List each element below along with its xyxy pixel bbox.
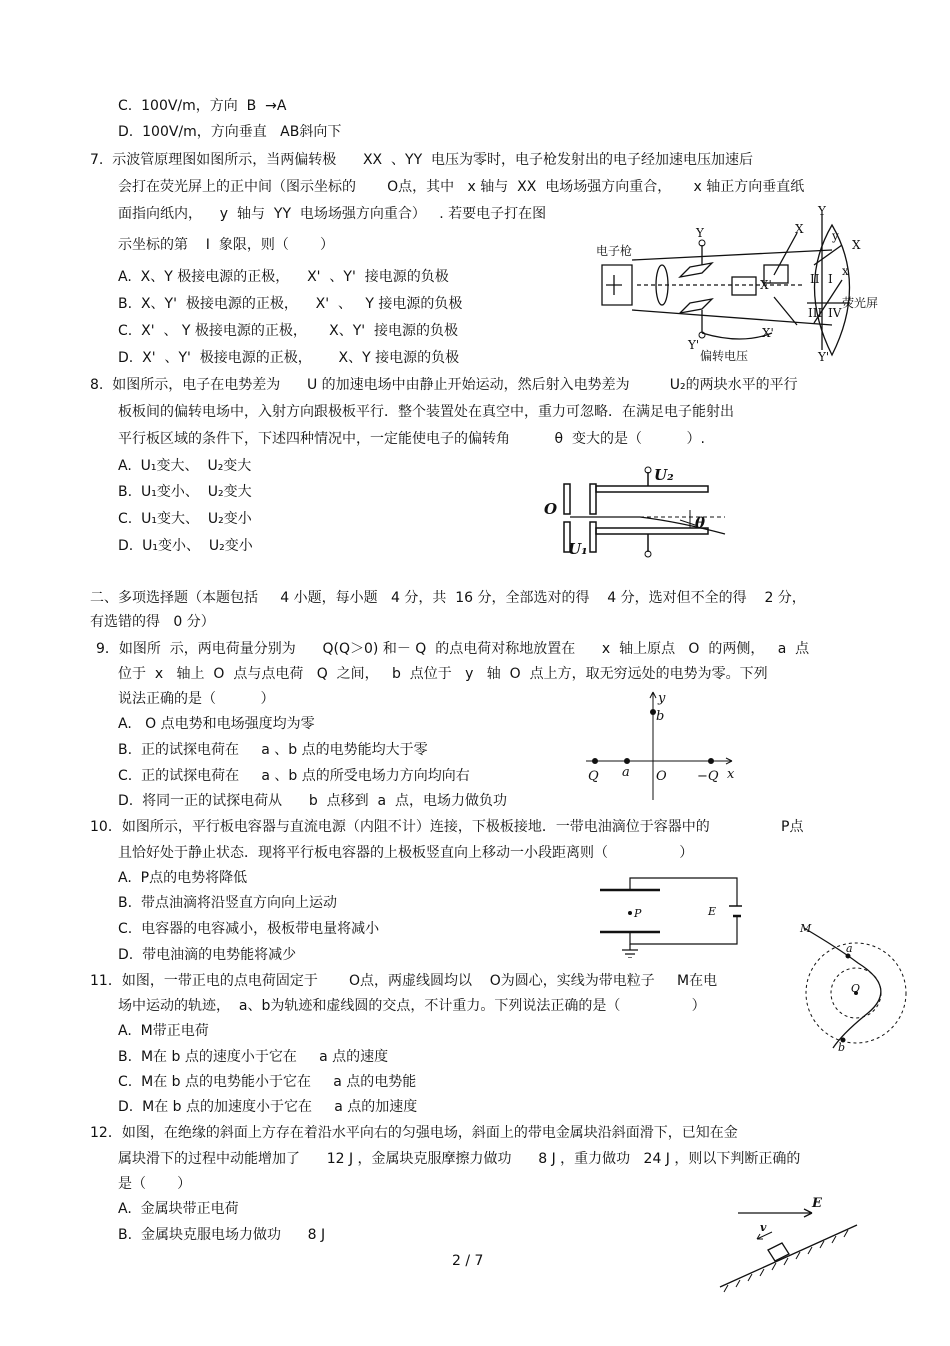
m-label: M bbox=[800, 922, 812, 935]
x-axis-label: x bbox=[727, 767, 735, 782]
u2-label: U₂ bbox=[654, 466, 674, 484]
text-line-l31: C. 电容器的电容减小，极板带电量将减小 bbox=[118, 921, 380, 937]
text-line-l29: A. P点的电势将降低 bbox=[118, 870, 248, 886]
q-label: Q bbox=[588, 769, 599, 784]
a-label: a bbox=[622, 765, 630, 780]
u1-label: U₁ bbox=[568, 540, 588, 558]
text-line-l05: 面指向纸内， y 轴与 YY 电场场强方向重合） . 若要电子打在图 bbox=[118, 206, 547, 222]
text-line-l24: B. 正的试探电荷在 a 、b 点的电势能均大于零 bbox=[118, 742, 428, 758]
text-line-l08: B. X、Y' 极接电源的正极， X' 、 Y 接电源的负极 bbox=[118, 296, 463, 312]
text-line-l04: 会打在荧光屏上的正中间（图示坐标的 O点，其中 x 轴与 XX 电场场强方向重合， x 轴正方向垂直纸 bbox=[118, 179, 805, 195]
text-line-l36: B. M在 b 点的速度小于它在 a 点的速度 bbox=[118, 1049, 389, 1065]
text-line-l26: D. 将同一正的试探电荷从 b 点移到 a 点，电场力做负功 bbox=[118, 793, 507, 809]
text-line-l11: 8. 如图所示，电子在电势差为 U 的加速电场中由静止开始运动，然后射入电势差为 U₂的两块水平的平行 bbox=[90, 377, 798, 393]
text-line-l25: C. 正的试探电荷在 a 、b 点的所受电场力方向均向右 bbox=[118, 768, 470, 784]
figure-incline bbox=[712, 1195, 862, 1300]
text-line-l10: D. X' 、Y' 极接电源的正极， X、Y 接电源的负极 bbox=[118, 350, 460, 366]
figure-deflection bbox=[540, 462, 730, 562]
text-line-l16: C. U₁变大、 U₂变小 bbox=[118, 511, 252, 527]
b-label: b bbox=[838, 1041, 846, 1053]
voltage-label: 偏转电压 bbox=[700, 349, 749, 363]
figure-oscilloscope bbox=[592, 205, 882, 365]
text-line-l30: B. 带点油滴将沿竖直方向向上运动 bbox=[118, 895, 337, 911]
screen-label: 荧光屏 bbox=[842, 296, 879, 310]
axis-y-label: y bbox=[832, 229, 839, 243]
page-number: 2 / 7 bbox=[452, 1253, 484, 1269]
text-line-l38: D. M在 b 点的加速度小于它在 a 点的加速度 bbox=[118, 1099, 418, 1115]
figure-capacitor bbox=[592, 870, 742, 958]
y-axis-label: y bbox=[658, 691, 666, 706]
text-line-l37: C. M在 b 点的电势能小于它在 a 点的电势能 bbox=[118, 1074, 417, 1090]
text-line-l07: A. X、Y 极接电源的正极， X' 、Y' 接电源的负极 bbox=[118, 269, 449, 285]
text-line-l34: 场中运动的轨迹， a、b为轨迹和虚线圆的交点，不计重力。下列说法正确的是（ ） bbox=[118, 998, 706, 1014]
text-line-l12: 板板间的偏转电场中，入射方向跟极板平行．整个装置处在真空中，重力可忽略．在满足电子能射出 bbox=[118, 404, 734, 420]
text-line-l33: 11．如图，一带正电的点电荷固定于 O点，两虚线圆均以 O为圆心，实线为带电粒子 M在电 bbox=[90, 973, 718, 989]
text-line-l02: D. 100V/m，方向垂直 AB斜向下 bbox=[118, 124, 342, 140]
screen-y-label: Y bbox=[818, 205, 826, 218]
text-line-l27: 10．如图所示，平行板电容器与直流电源（内阻不计）连接，下极板接地．一带电油滴位于容器中的 P点 bbox=[90, 819, 804, 835]
text-line-l09: C. X' 、 Y 极接电源的正极， X、Y' 接电源的负极 bbox=[118, 323, 459, 339]
e-label: E bbox=[708, 905, 717, 918]
text-line-l19: 有选错的得 0 分） bbox=[90, 614, 215, 630]
text-line-l13: 平行板区域的条件下，下述四种情况中，一定能使电子的偏转角 θ 变大的是（ ）. bbox=[118, 431, 705, 447]
text-line-l20: 9．如图所 示，两电荷量分别为 Q(Q＞0) 和－ Q 的点电荷对称地放置在 x 轴上原点 O 的两侧， a 点 bbox=[96, 641, 810, 657]
text-line-l21: 位于 x 轴上 O 点与点电荷 Q 之间， b 点位于 y 轴 O 点上方，取无穷远处的电势为零。下列 bbox=[118, 666, 768, 682]
b-label: b bbox=[656, 709, 665, 724]
o-label: O bbox=[851, 982, 861, 995]
text-line-l42: A. 金属块带正电荷 bbox=[118, 1201, 239, 1217]
text-line-l18: 二、多项选择题（本题包括 4 小题，每小题 4 分，共 16 分，全部选对的得 4 分，选对但不全的得 2 分， bbox=[90, 590, 806, 606]
text-line-l03: 7. 示波管原理图如图所示，当两偏转极 XX 、YY 电压为零时，电子枪发射出的电子经加速电压加速后 bbox=[90, 152, 754, 168]
yp-plate-label: Y' bbox=[688, 338, 700, 352]
screen-x-label: X bbox=[852, 238, 861, 252]
quadrant-4: IV bbox=[828, 306, 842, 320]
text-line-l23: A. O 点电势和电场强度均为零 bbox=[118, 716, 315, 732]
screen-yp-label: Y' bbox=[818, 350, 830, 364]
text-line-l41: 是（ ） bbox=[118, 1176, 192, 1192]
text-line-l17: D. U₁变小、 U₂变小 bbox=[118, 538, 253, 554]
text-line-l39: 12．如图，在绝缘的斜面上方存在着沿水平向右的匀强电场，斜面上的带电金属块沿斜面滑下，已知在金 bbox=[90, 1125, 738, 1141]
text-line-l35: A. M带正电荷 bbox=[118, 1023, 209, 1039]
text-line-l43: B. 金属块克服电场力做功 8 J bbox=[118, 1227, 326, 1243]
origin-label: O bbox=[544, 500, 558, 518]
axis-x-label: x bbox=[842, 264, 849, 278]
text-line-l22: 说法正确的是（ ） bbox=[118, 691, 275, 707]
xp-plate-label: X' bbox=[762, 326, 774, 340]
o-label: O bbox=[656, 769, 667, 784]
theta-label: θ bbox=[695, 514, 706, 532]
neg-q-label: −Q bbox=[697, 769, 719, 784]
x-plate-label: X bbox=[795, 222, 804, 236]
y-plate-label: Y bbox=[696, 226, 704, 240]
p-label: P bbox=[634, 907, 642, 920]
figure-trajectory bbox=[798, 918, 938, 1053]
v-label: v bbox=[760, 1221, 767, 1234]
quadrant-1: I bbox=[828, 272, 833, 286]
text-line-l14: A. U₁变大、 U₂变大 bbox=[118, 458, 252, 474]
figure-charges bbox=[582, 690, 742, 805]
quadrant-3: III bbox=[808, 306, 823, 320]
text-line-l32: D. 带电油滴的电势能将减少 bbox=[118, 947, 297, 963]
text-line-l40: 属块滑下的过程中动能增加了 12 J ，金属块克服摩擦力做功 8 J ，重力做功 24 J ，则以下判断正确的 bbox=[118, 1151, 801, 1167]
text-line-l01: C. 100V/m，方向 B →A bbox=[118, 98, 287, 114]
quadrant-2: II bbox=[810, 272, 820, 286]
text-line-l15: B. U₁变小、 U₂变大 bbox=[118, 484, 252, 500]
screen-xp-label: X' bbox=[760, 278, 772, 292]
text-line-l28: 且恰好处于静止状态．现将平行板电容器的上极板竖直向上移动一小段距离则（ ） bbox=[118, 845, 694, 861]
e-field-label: E bbox=[812, 1196, 822, 1211]
text-line-l06: 示坐标的第 I 象限，则（ ） bbox=[118, 237, 334, 253]
a-label: a bbox=[846, 942, 853, 955]
gun-label: 电子枪 bbox=[596, 244, 633, 258]
